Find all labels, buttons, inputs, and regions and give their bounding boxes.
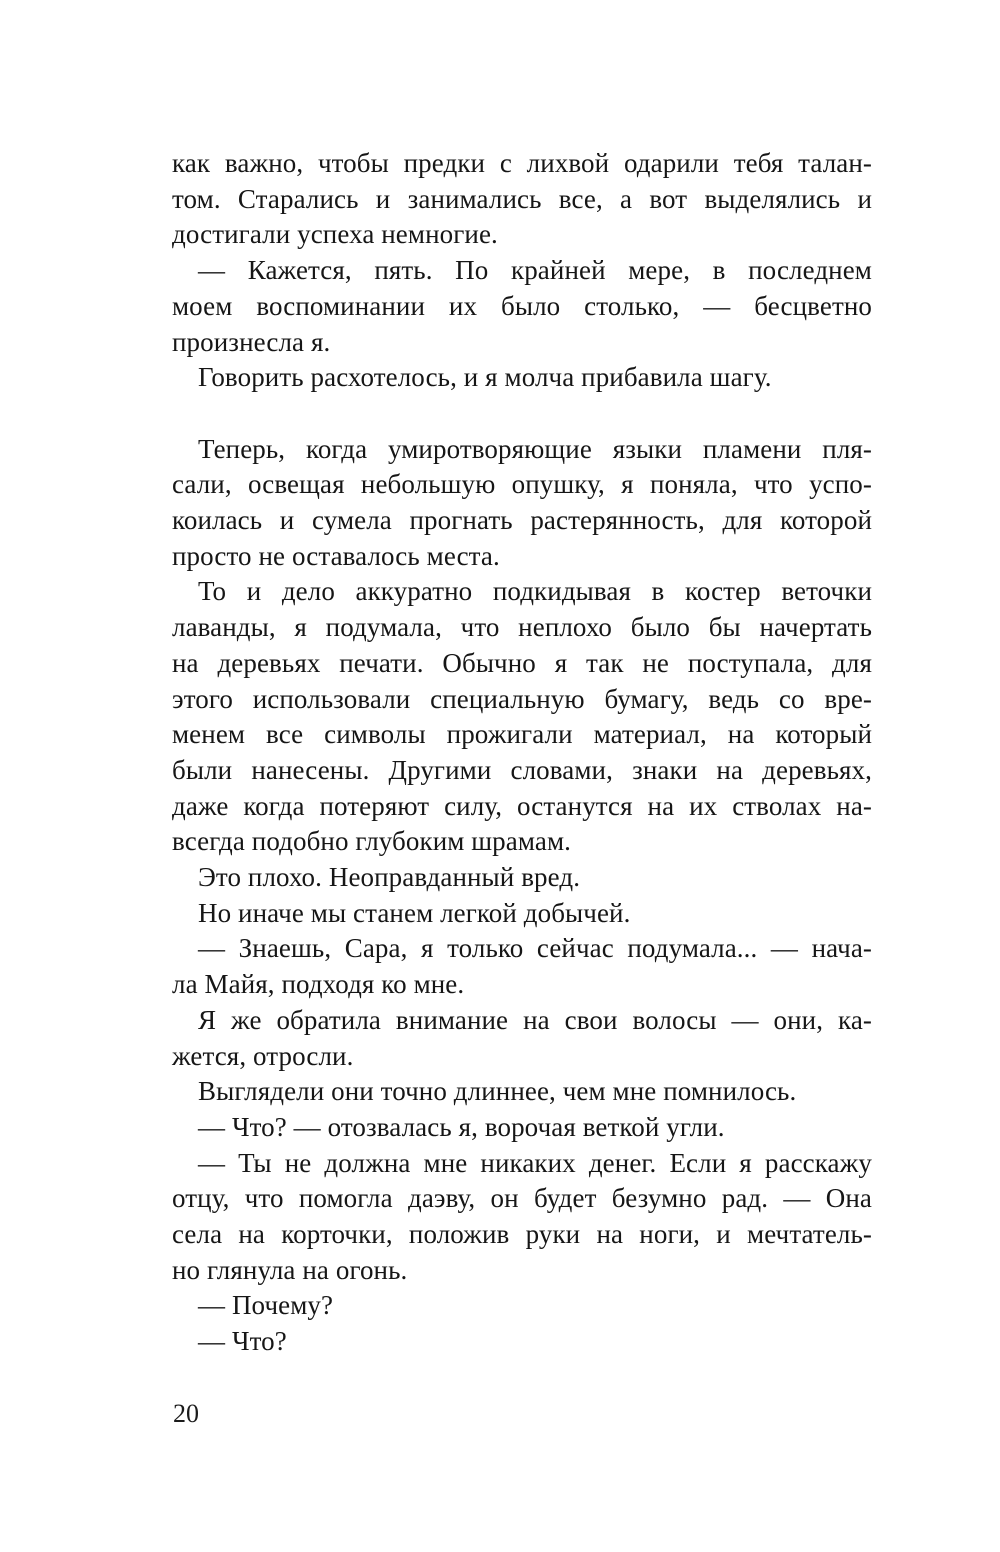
paragraph — [172, 360, 872, 396]
paragraph — [172, 1074, 872, 1110]
text-line: села на корточки, положив руки на ноги, и мечтатель- — [172, 1219, 872, 1250]
text-line: как важно, чтобы предки с лихвой одарили тебя талан- — [172, 148, 872, 178]
text-line: Выглядели они точно длиннее, чем мне помнилось. — [198, 1076, 797, 1107]
text-line: были нанесены. Другими словами, знаки на деревьях, — [172, 754, 872, 785]
text-line: — Кажется, пять. По крайней мере, в последнем — [198, 255, 872, 286]
text-line: всегда подобно глубоким шрамам. — [172, 826, 571, 857]
text-line: том. Старались и занимались все, а вот выделялись и — [172, 183, 872, 214]
text-line: менем все символы прожигали материал, на который — [172, 719, 872, 750]
text-line: произнесла я. — [172, 326, 331, 357]
text-line: Это плохо. Неоправданный вред. — [198, 862, 581, 893]
text-line: Говорить расхотелось, и я молча прибавила шагу. — [198, 362, 772, 393]
text-line: — Ты не должна мне никаких денег. Если я расскажу — [198, 1147, 872, 1178]
paragraph — [172, 574, 872, 860]
text-line: сали, освещая небольшую опушку, я поняла, что успо- — [172, 469, 872, 500]
paragraph — [172, 432, 872, 575]
paragraph — [172, 1146, 872, 1289]
text-line: коилась и сумела прогнать растерянность, для которой — [172, 505, 872, 536]
text-line: Я же обратила внимание на свои волосы — они, ка- — [198, 1004, 872, 1035]
text-line: отцу, что помогла даэву, он будет безумно рад. — Она — [172, 1183, 872, 1214]
text-line: То и дело аккуратно подкидывая в костер веточки — [198, 576, 872, 607]
paragraph — [172, 860, 872, 896]
text-line: достигали успеха немногие. — [172, 219, 498, 250]
text-line: Но иначе мы станем легкой добычей. — [198, 897, 631, 928]
text-line: — Знаешь, Сара, я только сейчас подумала... — нача- — [198, 933, 872, 964]
paragraph — [172, 253, 872, 360]
text-line: этого использовали специальную бумагу, ведь со вре- — [172, 683, 872, 714]
paragraph — [172, 1288, 872, 1324]
text-line: жется, отросли. — [172, 1040, 354, 1071]
text-line: — Что? — [198, 1326, 287, 1357]
text-line: на деревьях печати. Обычно я так не поступала, для — [172, 647, 872, 678]
text-line: — Что? — отозвалась я, ворочая веткой угли. — [198, 1111, 725, 1142]
page-number: 20 — [173, 1399, 199, 1428]
text-line: моем воспоминании их было столько, — бесцветно — [172, 290, 872, 321]
text-line: просто не оставалось места. — [172, 540, 500, 571]
text-block — [172, 146, 872, 1360]
paragraph — [172, 1003, 872, 1074]
text-line: — Почему? — [198, 1290, 334, 1321]
text-line: даже когда потеряют силу, останутся на их стволах на- — [172, 790, 872, 821]
text-line: но глянула на огонь. — [172, 1254, 408, 1285]
paragraph — [172, 146, 872, 253]
paragraph — [172, 896, 872, 932]
paragraph — [172, 1110, 872, 1146]
text-line: Теперь, когда умиротворяющие языки пламени пля- — [198, 433, 872, 464]
paragraph — [172, 1324, 872, 1360]
text-line: лаванды, я подумала, что неплохо было бы начертать — [172, 612, 872, 643]
text-line: ла Майя, подходя ко мне. — [172, 969, 465, 1000]
paragraph — [172, 931, 872, 1002]
